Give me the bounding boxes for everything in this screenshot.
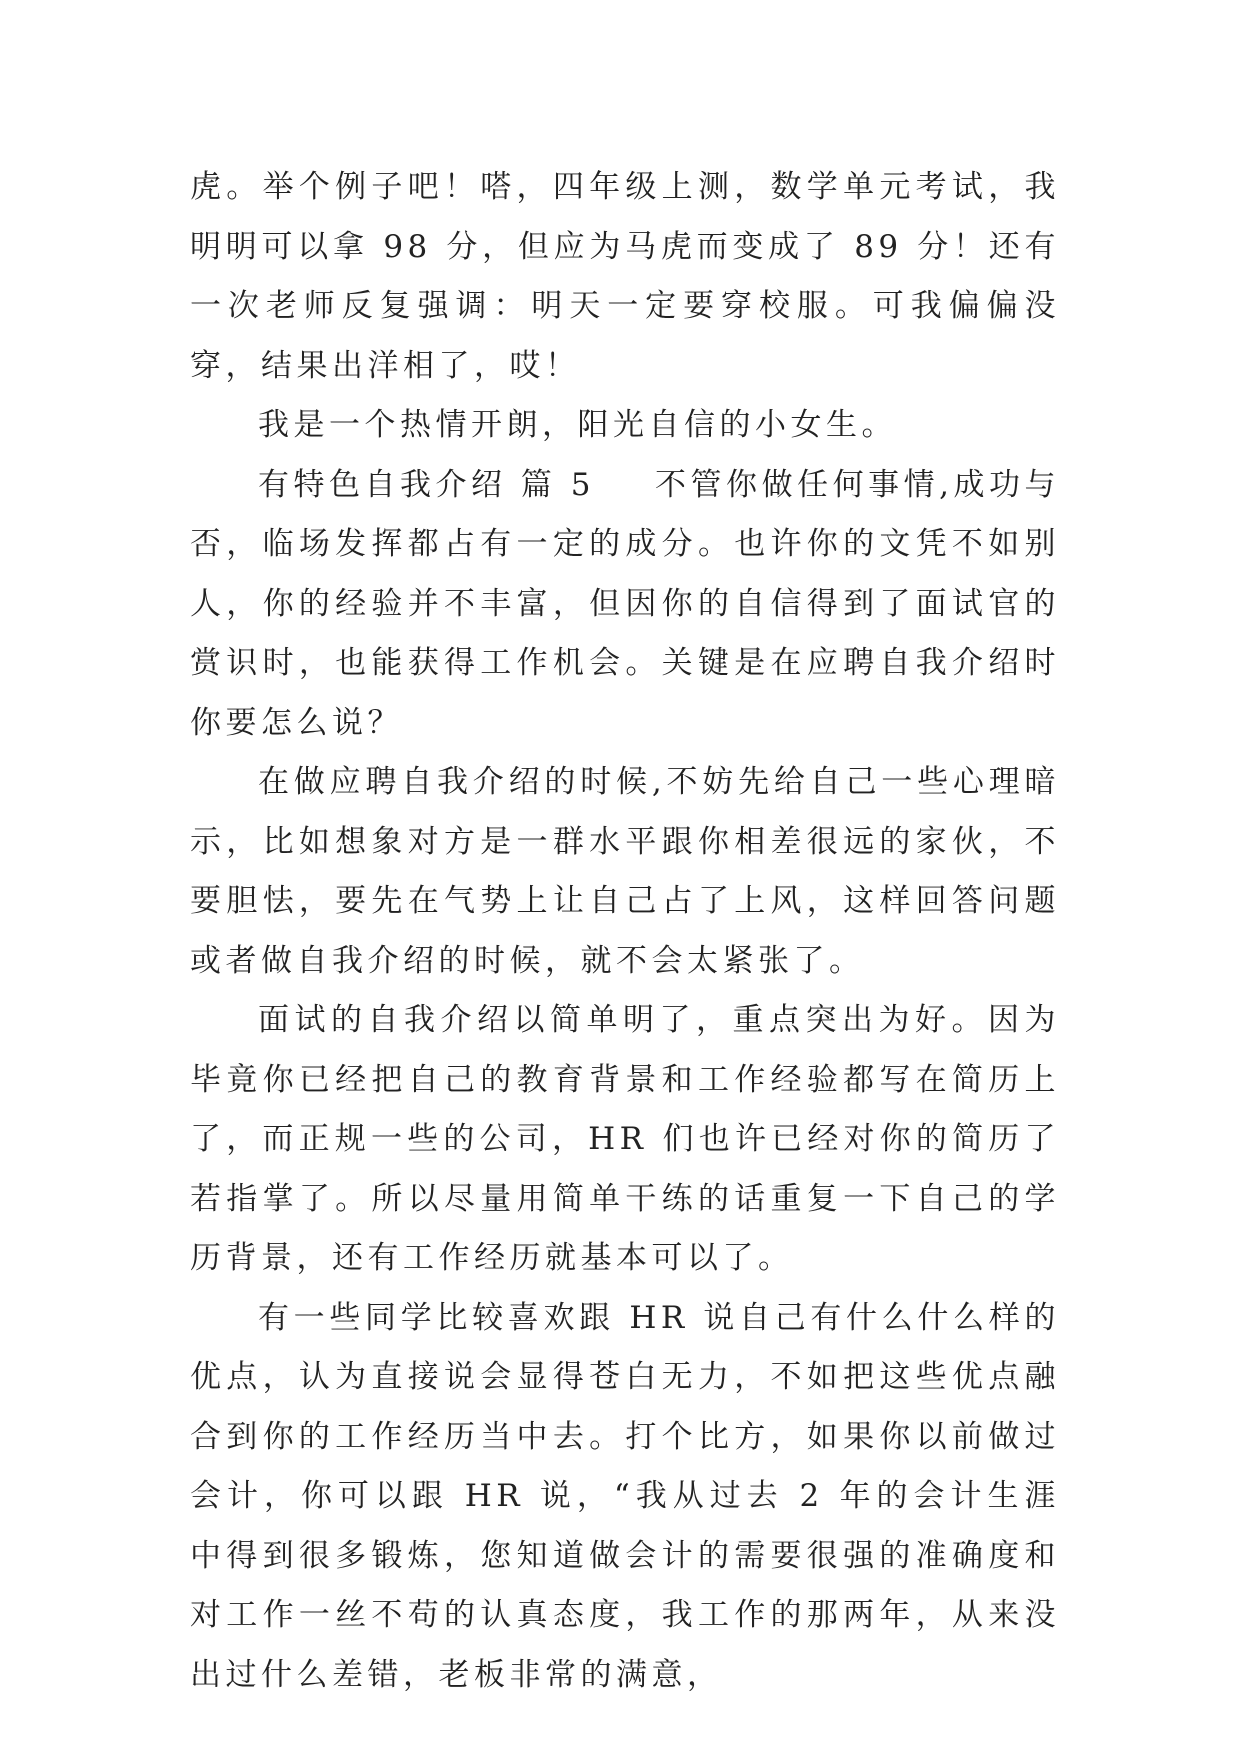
paragraph-1: [190, 158, 1060, 396]
paragraph-text: 有一些同学比较喜欢跟 HR 说自己有什么什么样的优点，认为直接说会显得苍白无力，不如把这些优点融合到你的工作经历当中去。打个比方，如果你以前做过会计，你可以跟 HR 说，“我从过去 2 年的会计生涯中得到很多锻炼，您知道做会计的需要很强的准确度和对工作一丝不苟的认真态度，我工作的那两年，从来没出过什么差错，老板非常的满意，: [190, 1299, 1060, 1693]
document-body: [190, 158, 1060, 1705]
paragraph-text: 我是一个热情开朗，阳光自信的小女生。: [258, 407, 897, 443]
paragraph-text: 不管你做任何事情,成功与否，临场发挥都占有一定的成分。也许你的文凭不如别人，你的经验并不丰富，但因你的自信得到了面试官的赏识时，也能获得工作机会。关键是在应聘自我介绍时你要怎么说？: [190, 466, 1060, 741]
paragraph-3: [190, 456, 1060, 754]
section-heading: 有特色自我介绍 篇 5: [258, 466, 596, 503]
paragraph-text: 在做应聘自我介绍的时候,不妨先给自己一些心理暗示，比如想象对方是一群水平跟你相差很远的家伙，不要胆怯，要先在气势上让自己占了上风，这样回答问题或者做自我介绍的时候，就不会太紧张了。: [190, 764, 1060, 979]
paragraph-text: 面试的自我介绍以简单明了，重点突出为好。因为毕竟你已经把自己的教育背景和工作经验都写在简历上了，而正规一些的公司，HR 们也许已经对你的简历了若指掌了。所以尽量用简单干练的话重复一下自己的学历背景，还有工作经历就基本可以了。: [190, 1002, 1060, 1276]
paragraph-2: [190, 396, 1060, 456]
paragraph-5: [190, 991, 1060, 1289]
paragraph-text: 虎。举个例子吧！嗒，四年级上测，数学单元考试，我明明可以拿 98 分，但应为马虎而变成了 89 分！还有一次老师反复强调：明天一定要穿校服。可我偏偏没穿，结果出洋相了，哎！: [190, 169, 1060, 384]
paragraph-6: [190, 1289, 1060, 1706]
paragraph-4: [190, 753, 1060, 991]
